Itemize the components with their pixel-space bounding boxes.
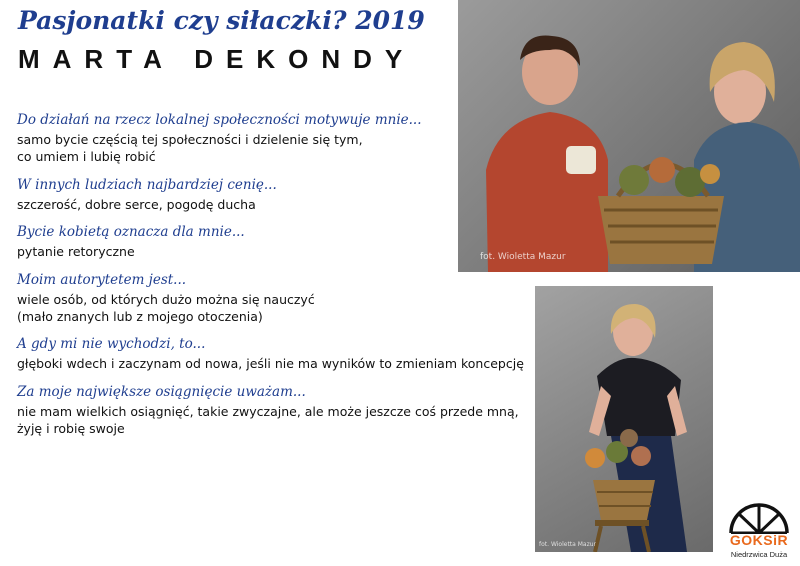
qa-item-motivation [17, 112, 517, 165]
answer [17, 243, 517, 260]
question: W innych ludziach najbardziej cenię... [17, 177, 277, 193]
photo-woman-basket [535, 286, 713, 552]
answer-line: wiele osób, od których dużo można się nauczyć [17, 292, 315, 307]
answer-line: (mało znanych lub z mojego otoczenia) [17, 309, 263, 324]
answer-line: co umiem i lubię robić [17, 149, 156, 164]
answer [17, 403, 517, 437]
answer-line: szczerość, dobre serce, pogodę ducha [17, 197, 256, 212]
answer [17, 196, 517, 213]
question: Moim autorytetem jest... [17, 272, 187, 288]
goksir-logo [726, 500, 792, 562]
photo-illustration [458, 0, 800, 272]
answer-line: głęboki wdech i zaczynam od nowa, jeśli nie ma wyników to zmieniam koncepcję [17, 356, 524, 371]
question: Za moje największe osiągnięcie uważam... [17, 384, 306, 400]
qa-item-authority [17, 272, 517, 325]
logo-subtitle: Niedrzwica Duża [730, 550, 788, 559]
answer-line: pytanie retoryczne [17, 244, 135, 259]
answer-line: samo bycie częścią tej społeczności i dzielenie się tym, [17, 132, 363, 147]
person-name: MARTA DEKONDY [18, 44, 416, 74]
photo-credit: fot. Wioletta Mazur [480, 252, 566, 262]
poster-title: Pasjonatki czy siłaczki? 2019 [18, 6, 425, 35]
question: Do działań na rzecz lokalnej społeczności motywuje mnie... [17, 112, 422, 128]
question: Bycie kobietą oznacza dla mnie... [17, 224, 245, 240]
answer-line: żyję i robię swoje [17, 421, 125, 436]
logo-text: GOKSiR [729, 532, 789, 548]
qa-item-womanhood [17, 224, 517, 260]
qa-item-values [17, 177, 517, 213]
answer [17, 131, 517, 165]
question: A gdy mi nie wychodzi, to... [17, 336, 206, 352]
qa-item-achievement [17, 384, 517, 437]
sun-wheel-icon [726, 500, 792, 534]
photo-illustration [535, 286, 713, 552]
answer [17, 291, 517, 325]
answer-line: nie mam wielkich osiągnięć, takie zwyczajne, ale może jeszcze coś przede mną, [17, 404, 519, 419]
photo-credit: fot. Wioletta Mazur [539, 541, 597, 548]
qa-item-failure [17, 336, 524, 372]
photo-two-women-basket [458, 0, 800, 272]
answer [17, 355, 524, 372]
